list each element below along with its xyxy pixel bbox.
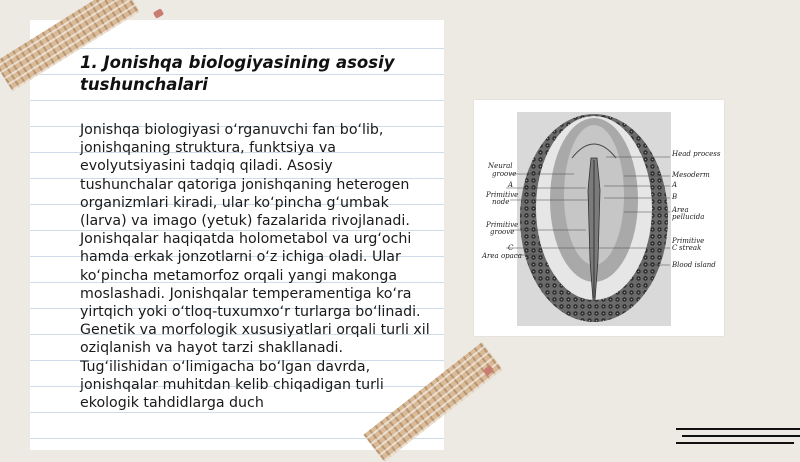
label-c-right: C [672,244,678,252]
svg-text:Primitive: Primitive [486,221,519,229]
label-b-right: B [672,193,678,201]
svg-text:groove: groove [492,170,517,178]
pin-top [153,8,164,19]
notebook-paper [30,20,444,450]
slide-title: 1. Jonishqa biologiyasining asosiy tushunchalari [80,53,395,94]
label-a-right: A [672,181,678,189]
svg-text:groove: groove [490,228,515,236]
label-neural-groove-1: Neural [488,162,513,170]
embryo-illustration [517,112,671,326]
svg-text:Area: Area [672,206,689,214]
embryo-figure [474,100,724,336]
label-streak: streak [679,244,702,252]
svg-text:Primitive: Primitive [486,191,519,199]
label-c-left: C [508,244,514,252]
label-head-process: Head process [672,150,721,158]
label-primitive: Primitive [672,237,705,245]
slide-body-text: Jonishqa biologiyasi o‘rganuvchi fan bo‘lib, jonishqaning struktura, funktsiya va evolyutsiyasini tadqiq qiladi. Asosiy tushunchalar qatoriga jonishqaning heterogen organizmlari kiradi, ular ko‘pincha g‘umbak (larva) va imago (yetuk) fazalarida rivojlanadi. Jonishqalar haqiqatda holometabol va urg‘ochi hamda erkak jonzotlarni o‘z ichiga oladi. Ular ko‘pincha metamorfoz orqali yangi makonga moslashadi. Jonishqalar temperamentiga ko‘ra yirtqich yoki o‘tloq-tuxumxo‘r turlarga bo‘linadi. Genetik va morfologik xususiyatlari orqali turli xil oziqlanish va hayot tarzi shakllanadi. Tug‘ilishidan o‘limigacha bo‘lgan davrda, jonishqalar muhitdan kelib chiqadigan turli ekologik tahdidlarga duch [80,122,430,412]
label-a-left: A [508,181,514,189]
svg-text:node: node [492,198,510,206]
svg-text:pellucida: pellucida [672,213,705,221]
label-mesoderm: Mesoderm [672,171,710,179]
decorative-lines [676,426,800,446]
label-blood-island: Blood island [672,261,716,269]
svg-text:Area opaca: Area opaca [482,252,522,260]
